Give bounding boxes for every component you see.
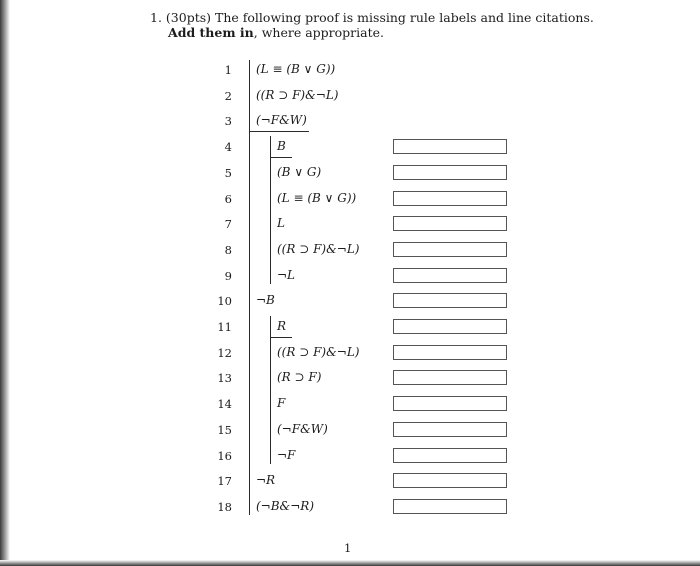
- main-scope-line: [249, 60, 250, 515]
- rule-label-input-box[interactable]: [393, 139, 507, 154]
- line-number: 6: [224, 191, 232, 206]
- subproof-scope-line: [270, 316, 271, 464]
- line-number: 16: [217, 448, 232, 463]
- line-number: 1: [224, 63, 232, 77]
- rule-label-input-box[interactable]: [393, 165, 507, 180]
- rule-label-input-box[interactable]: [393, 396, 507, 411]
- rule-label-input-box[interactable]: [393, 242, 507, 257]
- rule-label-input-box[interactable]: [393, 448, 507, 463]
- proof-formula: (¬F&W): [277, 421, 328, 436]
- proof-formula: ¬L: [277, 267, 296, 282]
- line-number: 5: [224, 165, 232, 180]
- proof-formula: (¬F&W): [256, 113, 307, 128]
- rule-label-input-box[interactable]: [393, 499, 507, 514]
- rule-label-input-box[interactable]: [393, 293, 507, 308]
- premise-separator: [249, 131, 309, 132]
- proof-formula: (¬B&¬R): [256, 498, 315, 513]
- subproof-scope-line: [270, 136, 271, 284]
- question-text: The following proof is missing rule labels and line citations.: [215, 10, 594, 25]
- line-number: 12: [217, 345, 232, 360]
- proof-formula: ((R ⊃ F)&¬L): [256, 87, 339, 102]
- assumption-separator: [270, 337, 292, 338]
- question-points: (30pts): [165, 10, 212, 25]
- line-number: 14: [217, 397, 232, 412]
- line-number: 13: [217, 371, 232, 386]
- line-number: 11: [217, 320, 232, 334]
- page-number: 1: [344, 541, 352, 555]
- line-number: 18: [217, 499, 232, 514]
- rule-label-input-box[interactable]: [393, 268, 507, 283]
- line-number: 10: [217, 294, 232, 309]
- proof-formula: ((R ⊃ F)&¬L): [277, 241, 360, 256]
- proof-formula: ¬R: [256, 473, 276, 488]
- instruction-rest: , where appropriate.: [253, 25, 384, 40]
- proof-formula: ¬B: [256, 293, 275, 308]
- rule-label-input-box[interactable]: [393, 473, 507, 488]
- rule-label-input-box[interactable]: [393, 370, 507, 385]
- proof-formula: (L ≡ (B ∨ G)): [277, 190, 357, 205]
- rule-label-input-box[interactable]: [393, 216, 507, 231]
- line-number: 4: [224, 140, 232, 155]
- question-number: 1.: [150, 10, 162, 25]
- assumption-separator: [270, 157, 292, 158]
- line-number: 15: [217, 422, 232, 437]
- proof-formula: (L ≡ (B ∨ G)): [256, 62, 336, 76]
- line-number: 9: [224, 268, 232, 283]
- rule-label-input-box[interactable]: [393, 319, 507, 334]
- proof-formula: L: [277, 216, 285, 231]
- proof-formula: ¬F: [277, 447, 296, 462]
- proof-formula: (R ⊃ F): [277, 370, 322, 385]
- line-number: 2: [224, 88, 232, 103]
- rule-label-input-box[interactable]: [393, 345, 507, 360]
- line-number: 7: [224, 217, 232, 232]
- proof-formula: (B ∨ G): [277, 164, 322, 179]
- line-number: 8: [224, 242, 232, 257]
- line-number: 17: [217, 474, 232, 489]
- rule-label-input-box[interactable]: [393, 422, 507, 437]
- instruction-bold: Add them in: [168, 25, 254, 40]
- line-number: 3: [224, 114, 232, 129]
- proof-formula: F: [277, 396, 286, 411]
- rule-label-input-box[interactable]: [393, 191, 507, 206]
- proof-formula: B: [277, 139, 286, 154]
- proof-formula: ((R ⊃ F)&¬L): [277, 344, 360, 359]
- proof-formula: R: [277, 319, 287, 333]
